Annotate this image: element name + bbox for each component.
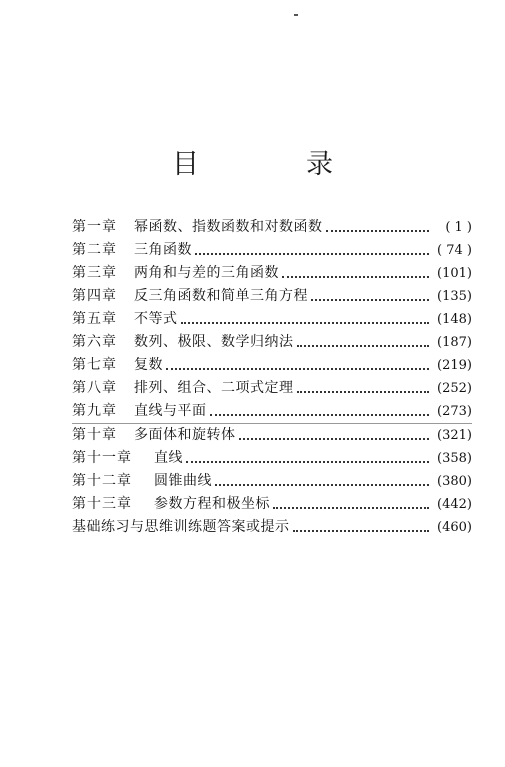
dot-leader bbox=[326, 230, 430, 232]
dot-leader bbox=[297, 345, 430, 347]
toc-entry-1[interactable] bbox=[72, 216, 472, 239]
scan-mark bbox=[294, 14, 298, 16]
page-number: (252) bbox=[437, 381, 472, 396]
chapter-number: 第十一章 bbox=[72, 450, 132, 466]
page-number: ( 1 ) bbox=[445, 220, 472, 235]
chapter-title: 两角和与差的三角函数 bbox=[134, 265, 279, 281]
page-number: (101) bbox=[437, 266, 472, 281]
chapter-title: 参数方程和极坐标 bbox=[154, 496, 270, 512]
chapter-title: 基础练习与思维训练题答案或提示 bbox=[72, 519, 290, 535]
chapter-title: 排列、组合、二项式定理 bbox=[134, 380, 294, 396]
toc-entry-7[interactable] bbox=[72, 354, 472, 377]
toc-entry-12[interactable] bbox=[72, 470, 472, 493]
table-of-contents bbox=[72, 216, 472, 539]
chapter-title: 复数 bbox=[134, 357, 163, 373]
dot-leader bbox=[311, 299, 429, 301]
chapter-title: 数列、极限、数学归纳法 bbox=[134, 334, 294, 350]
page-number: (380) bbox=[437, 474, 472, 489]
page-number: (135) bbox=[437, 289, 472, 304]
toc-entry-5[interactable] bbox=[72, 308, 472, 331]
chapter-title: 三角函数 bbox=[134, 242, 192, 258]
toc-entry-6[interactable] bbox=[72, 331, 472, 354]
dot-leader bbox=[293, 530, 430, 532]
chapter-number: 第九章 bbox=[72, 403, 117, 419]
chapter-title: 反三角函数和简单三角方程 bbox=[134, 288, 308, 304]
chapter-title: 圆锥曲线 bbox=[154, 473, 212, 489]
chapter-title: 幂函数、指数函数和对数函数 bbox=[134, 219, 323, 235]
chapter-number: 第八章 bbox=[72, 380, 117, 396]
toc-entry-8[interactable] bbox=[72, 377, 472, 400]
chapter-title: 直线与平面 bbox=[134, 403, 207, 419]
page-number: ( 74 ) bbox=[437, 243, 472, 258]
page-number: (219) bbox=[437, 358, 472, 373]
page-number: (442) bbox=[437, 497, 472, 512]
page-number: (460) bbox=[437, 520, 472, 535]
chapter-number: 第一章 bbox=[72, 219, 117, 235]
dot-leader bbox=[195, 253, 429, 255]
chapter-number: 第七章 bbox=[72, 357, 117, 373]
chapter-number: 第四章 bbox=[72, 288, 117, 304]
toc-entry-2[interactable] bbox=[72, 239, 472, 262]
page-number: (358) bbox=[437, 451, 472, 466]
chapter-number: 第十章 bbox=[72, 427, 117, 443]
toc-entry-11[interactable] bbox=[72, 447, 472, 470]
chapter-number: 第十二章 bbox=[72, 473, 132, 489]
chapter-title: 多面体和旋转体 bbox=[134, 427, 236, 443]
toc-entry-3[interactable] bbox=[72, 262, 472, 285]
toc-entry-9[interactable] bbox=[72, 400, 472, 424]
page-number: (148) bbox=[437, 312, 472, 327]
toc-entry-13[interactable] bbox=[72, 493, 472, 516]
chapter-title: 不等式 bbox=[134, 311, 178, 327]
page-number: (321) bbox=[437, 428, 472, 443]
chapter-number: 第三章 bbox=[72, 265, 117, 281]
toc-entry-14[interactable] bbox=[72, 516, 472, 539]
dot-leader bbox=[210, 414, 430, 416]
page-number: (273) bbox=[437, 404, 472, 419]
dot-leader bbox=[297, 391, 430, 393]
toc-entry-4[interactable] bbox=[72, 285, 472, 308]
dot-leader bbox=[273, 507, 429, 509]
chapter-number: 第五章 bbox=[72, 311, 117, 327]
dot-leader bbox=[186, 461, 429, 463]
chapter-number: 第二章 bbox=[72, 242, 117, 258]
dot-leader bbox=[282, 276, 429, 278]
page-title: 目 录 bbox=[172, 149, 373, 180]
chapter-number: 第六章 bbox=[72, 334, 117, 350]
dot-leader bbox=[215, 484, 429, 486]
page-number: (187) bbox=[437, 335, 472, 350]
toc-entry-10[interactable] bbox=[72, 424, 472, 447]
dot-leader bbox=[181, 322, 430, 324]
chapter-number: 第十三章 bbox=[72, 496, 132, 512]
dot-leader bbox=[239, 438, 430, 440]
chapter-title: 直线 bbox=[154, 450, 183, 466]
dot-leader bbox=[166, 368, 429, 370]
